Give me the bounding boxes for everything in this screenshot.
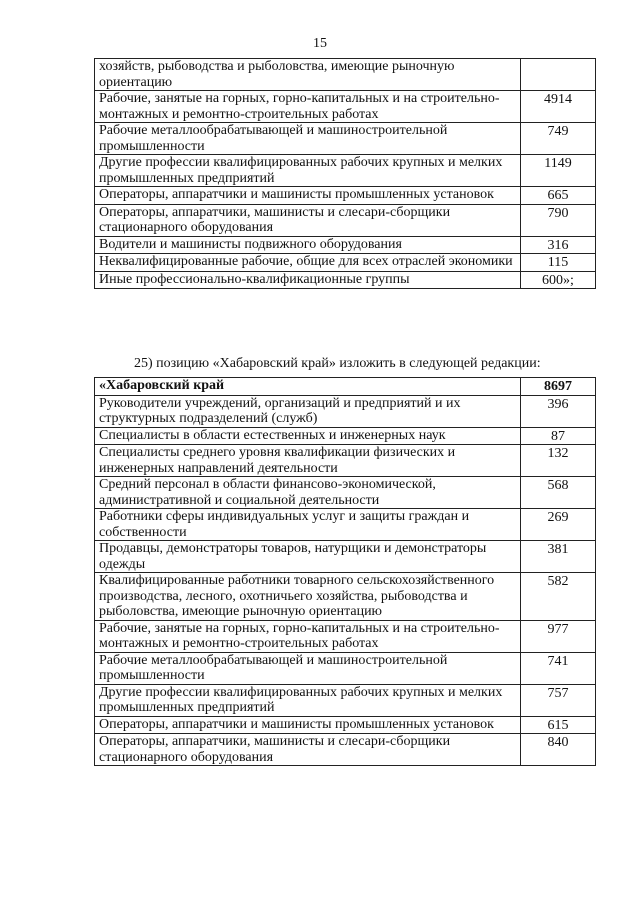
table-header-row <box>95 378 596 396</box>
occupation-label: Иные профессионально-квалификационные группы <box>95 271 521 289</box>
occupation-label: Операторы, аппаратчики и машинисты промышленных установок <box>95 187 521 205</box>
occupation-label: Рабочие металлообрабатывающей и машиностроительной промышленности <box>95 652 521 684</box>
table-row <box>95 620 596 652</box>
table-row <box>95 684 596 716</box>
table-row <box>95 204 596 236</box>
table-row <box>95 59 596 91</box>
occupation-value: 741 <box>521 652 596 684</box>
occupation-table-continued <box>94 58 596 289</box>
occupation-value: 132 <box>521 445 596 477</box>
occupation-label: Специалисты среднего уровня квалификации физических и инженерных направлений деятельности <box>95 445 521 477</box>
table-row <box>95 734 596 766</box>
occupation-label: Средний персонал в области финансово-экономической, административной и социальной деятельности <box>95 477 521 509</box>
amendment-intro-text: 25) позицию «Хабаровский край» изложить в следующей редакции: <box>134 356 541 371</box>
table-row <box>95 155 596 187</box>
occupation-label: Работники сферы индивидуальных услуг и защиты граждан и собственности <box>95 509 521 541</box>
occupation-label: хозяйств, рыбоводства и рыболовства, имеющие рыночную ориентацию <box>95 59 521 91</box>
occupation-value: 749 <box>521 123 596 155</box>
occupation-label: Неквалифицированные рабочие, общие для всех отраслей экономики <box>95 254 521 272</box>
occupation-value: 381 <box>521 541 596 573</box>
page-number: 15 <box>313 36 327 51</box>
table-row <box>95 716 596 734</box>
occupation-label: Рабочие, занятые на горных, горно-капитальных и на строительно-монтажных и ремонтно-строительных работах <box>95 91 521 123</box>
occupation-value: 977 <box>521 620 596 652</box>
occupation-label: Водители и машинисты подвижного оборудования <box>95 236 521 254</box>
table-row <box>95 427 596 445</box>
table-row <box>95 541 596 573</box>
occupation-label: Специалисты в области естественных и инженерных наук <box>95 427 521 445</box>
occupation-value: 568 <box>521 477 596 509</box>
table-row <box>95 477 596 509</box>
occupation-value: 600»; <box>521 271 596 289</box>
table-row <box>95 573 596 621</box>
occupation-label: Операторы, аппаратчики, машинисты и слесари-сборщики стационарного оборудования <box>95 204 521 236</box>
occupation-value: 396 <box>521 395 596 427</box>
table-row <box>95 236 596 254</box>
table-row <box>95 123 596 155</box>
table-row <box>95 395 596 427</box>
region-name: «Хабаровский край <box>95 378 521 396</box>
table-row <box>95 254 596 272</box>
table-row <box>95 187 596 205</box>
occupation-label: Продавцы, демонстраторы товаров, натурщики и демонстраторы одежды <box>95 541 521 573</box>
occupation-label: Другие профессии квалифицированных рабочих крупных и мелких промышленных предприятий <box>95 684 521 716</box>
occupation-label: Операторы, аппаратчики и машинисты промышленных установок <box>95 716 521 734</box>
table-row <box>95 91 596 123</box>
occupation-value: 115 <box>521 254 596 272</box>
occupation-label: Рабочие, занятые на горных, горно-капитальных и на строительно-монтажных и ремонтно-строительных работах <box>95 620 521 652</box>
occupation-value: 615 <box>521 716 596 734</box>
table-row <box>95 652 596 684</box>
occupation-label: Руководители учреждений, организаций и предприятий и их структурных подразделений (служб) <box>95 395 521 427</box>
occupation-label: Квалифицированные работники товарного сельскохозяйственного производства, лесного, охотничьего хозяйства, рыбоводства и рыболовства, имеющие рыночную ориентацию <box>95 573 521 621</box>
occupation-value: 582 <box>521 573 596 621</box>
occupation-value <box>521 59 596 91</box>
occupation-label: Рабочие металлообрабатывающей и машиностроительной промышленности <box>95 123 521 155</box>
table-row <box>95 271 596 289</box>
occupation-label: Операторы, аппаратчики, машинисты и слесари-сборщики стационарного оборудования <box>95 734 521 766</box>
occupation-value: 665 <box>521 187 596 205</box>
khabarovsk-occupation-table <box>94 377 596 766</box>
occupation-value: 790 <box>521 204 596 236</box>
occupation-value: 87 <box>521 427 596 445</box>
region-total: 8697 <box>521 378 596 396</box>
table-row <box>95 509 596 541</box>
occupation-value: 269 <box>521 509 596 541</box>
occupation-value: 316 <box>521 236 596 254</box>
occupation-value: 4914 <box>521 91 596 123</box>
occupation-value: 757 <box>521 684 596 716</box>
occupation-label: Другие профессии квалифицированных рабочих крупных и мелких промышленных предприятий <box>95 155 521 187</box>
table-row <box>95 445 596 477</box>
occupation-value: 840 <box>521 734 596 766</box>
occupation-value: 1149 <box>521 155 596 187</box>
